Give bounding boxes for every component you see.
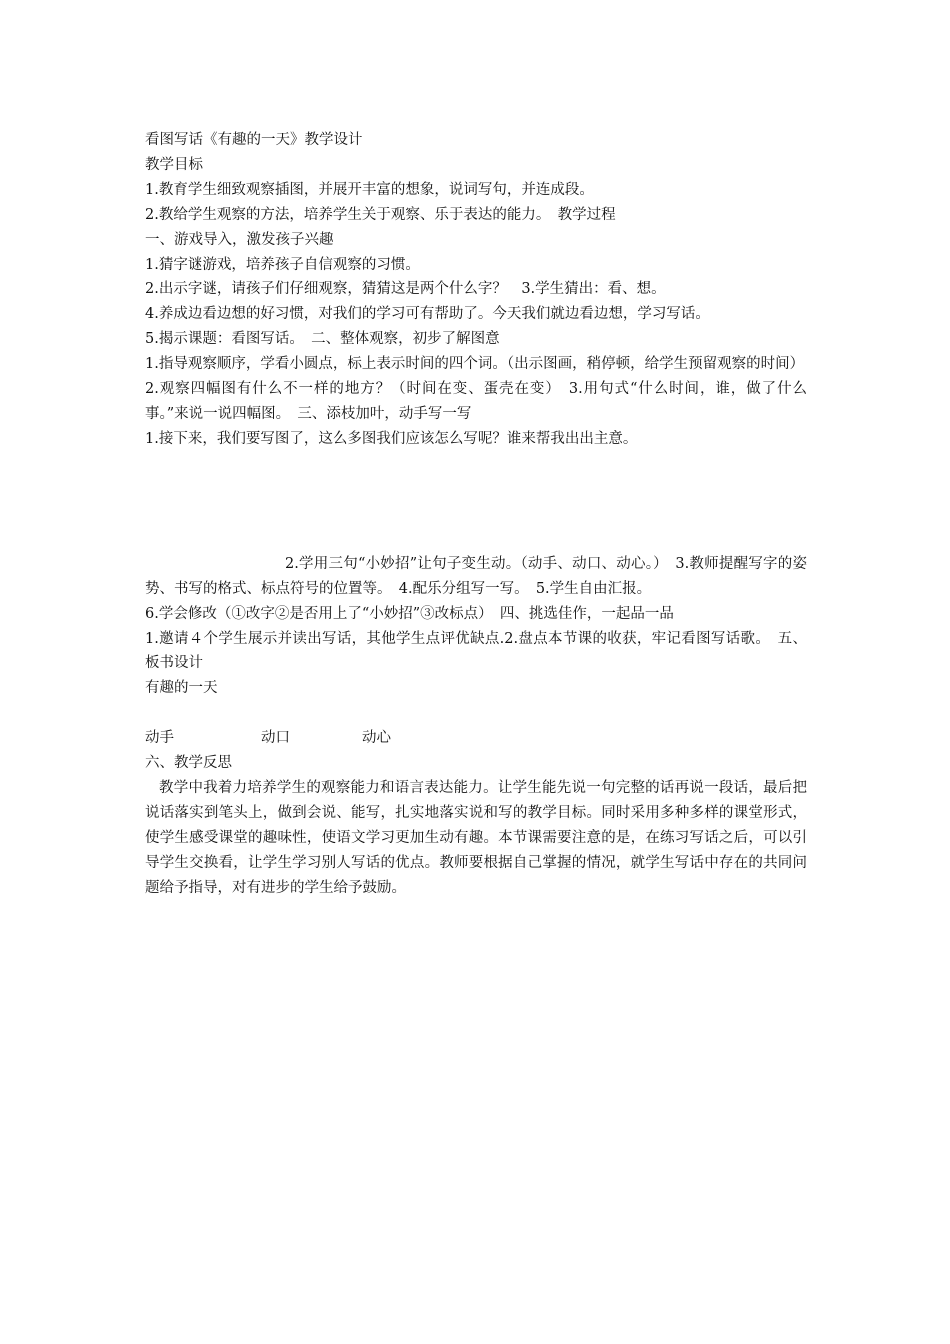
- section-6-heading: 六、教学反思: [145, 755, 232, 772]
- section-3-item-1: 1.接下来，我们要写图了，这么多图我们应该怎么写呢？谁来帮我出出主意。: [145, 430, 638, 447]
- board-item: 动口: [261, 730, 290, 747]
- section-1-item-4: 4.养成边看边想的好习惯，对我们的学习可有帮助了。今天我们就边看边想，学习写话。: [145, 306, 710, 323]
- board-item: 动心: [362, 730, 391, 747]
- document-body: [145, 128, 807, 900]
- board-items: [145, 726, 807, 751]
- section-2-item-1: 1.指导观察顺序，学看小圆点，标上表示时间的四个词。（出示图画，稍停顿，给学生预留观察的时间）: [145, 356, 805, 373]
- reflection-paragraph: 教学中我着力培养学生的观察能力和语言表达能力。让学生能先说一句完整的话再说一段话，最后把说话落实到笔头上，做到会说、能写，扎实地落实说和写的教学目标。同时采用多种多样的课堂形式，使学生感受课堂的趣味性，使语文学习更加生动有趣。本节课需要注意的是，在练习写话之后，可以引导学生交换看，让学生学习别人写话的优点。教师要根据自己掌握的情况，就学生写话中存在的共同问题给予指导，对有进步的学生给予鼓励。: [145, 779, 807, 896]
- section-1-item-5: 5.揭示课题：看图写话。 二、整体观察，初步了解图意: [145, 331, 500, 348]
- board-item: 动手: [145, 730, 174, 747]
- section-4-item-1: 1.邀请４个学生展示并读出写话，其他学生点评优缺点.2.盘点本节课的收获，牢记看图写话歌。 五、板书设计: [145, 630, 807, 672]
- section-1-item-2: 2.出示字谜，请孩子们仔细观察，猜猜这是两个什么字？ 3.学生猜出：看、想。: [145, 281, 666, 298]
- section-3-item-2: 2.学用三句“小妙招”让句子变生动。（动手、动口、动心。） 3.教师提醒写字的姿势、书写的格式、标点符号的位置等。 4.配乐分组写一写。 5.学生自由汇报。: [145, 555, 807, 597]
- section-1-item-1: 1.猜字谜游戏，培养孩子自信观察的习惯。: [145, 256, 420, 273]
- blank-line: [145, 701, 807, 726]
- blank-space: [145, 452, 807, 552]
- objectives-heading: 教学目标: [145, 156, 203, 173]
- objective-2: 2.教给学生观察的方法，培养学生关于观察、乐于表达的能力。 教学过程: [145, 206, 616, 223]
- section-2-item-2: 2.观察四幅图有什么不一样的地方？（时间在变、蛋壳在变） 3.用句式“什么时间，谁，做了什么事。”来说一说四幅图。 三、添枝加叶，动手写一写: [145, 381, 807, 422]
- objective-1: 1.教育学生细致观察插图，并展开丰富的想象，说词写句，并连成段。: [145, 181, 594, 198]
- section-3-item-6: 6.学会修改（①改字②是否用上了“小妙招”③改标点） 四、挑选佳作，一起品一品: [145, 605, 674, 622]
- board-title: 有趣的一天: [145, 680, 218, 697]
- document-title: 看图写话《有趣的一天》教学设计: [145, 132, 363, 148]
- section-1-heading: 一、游戏导入，激发孩子兴趣: [145, 231, 334, 248]
